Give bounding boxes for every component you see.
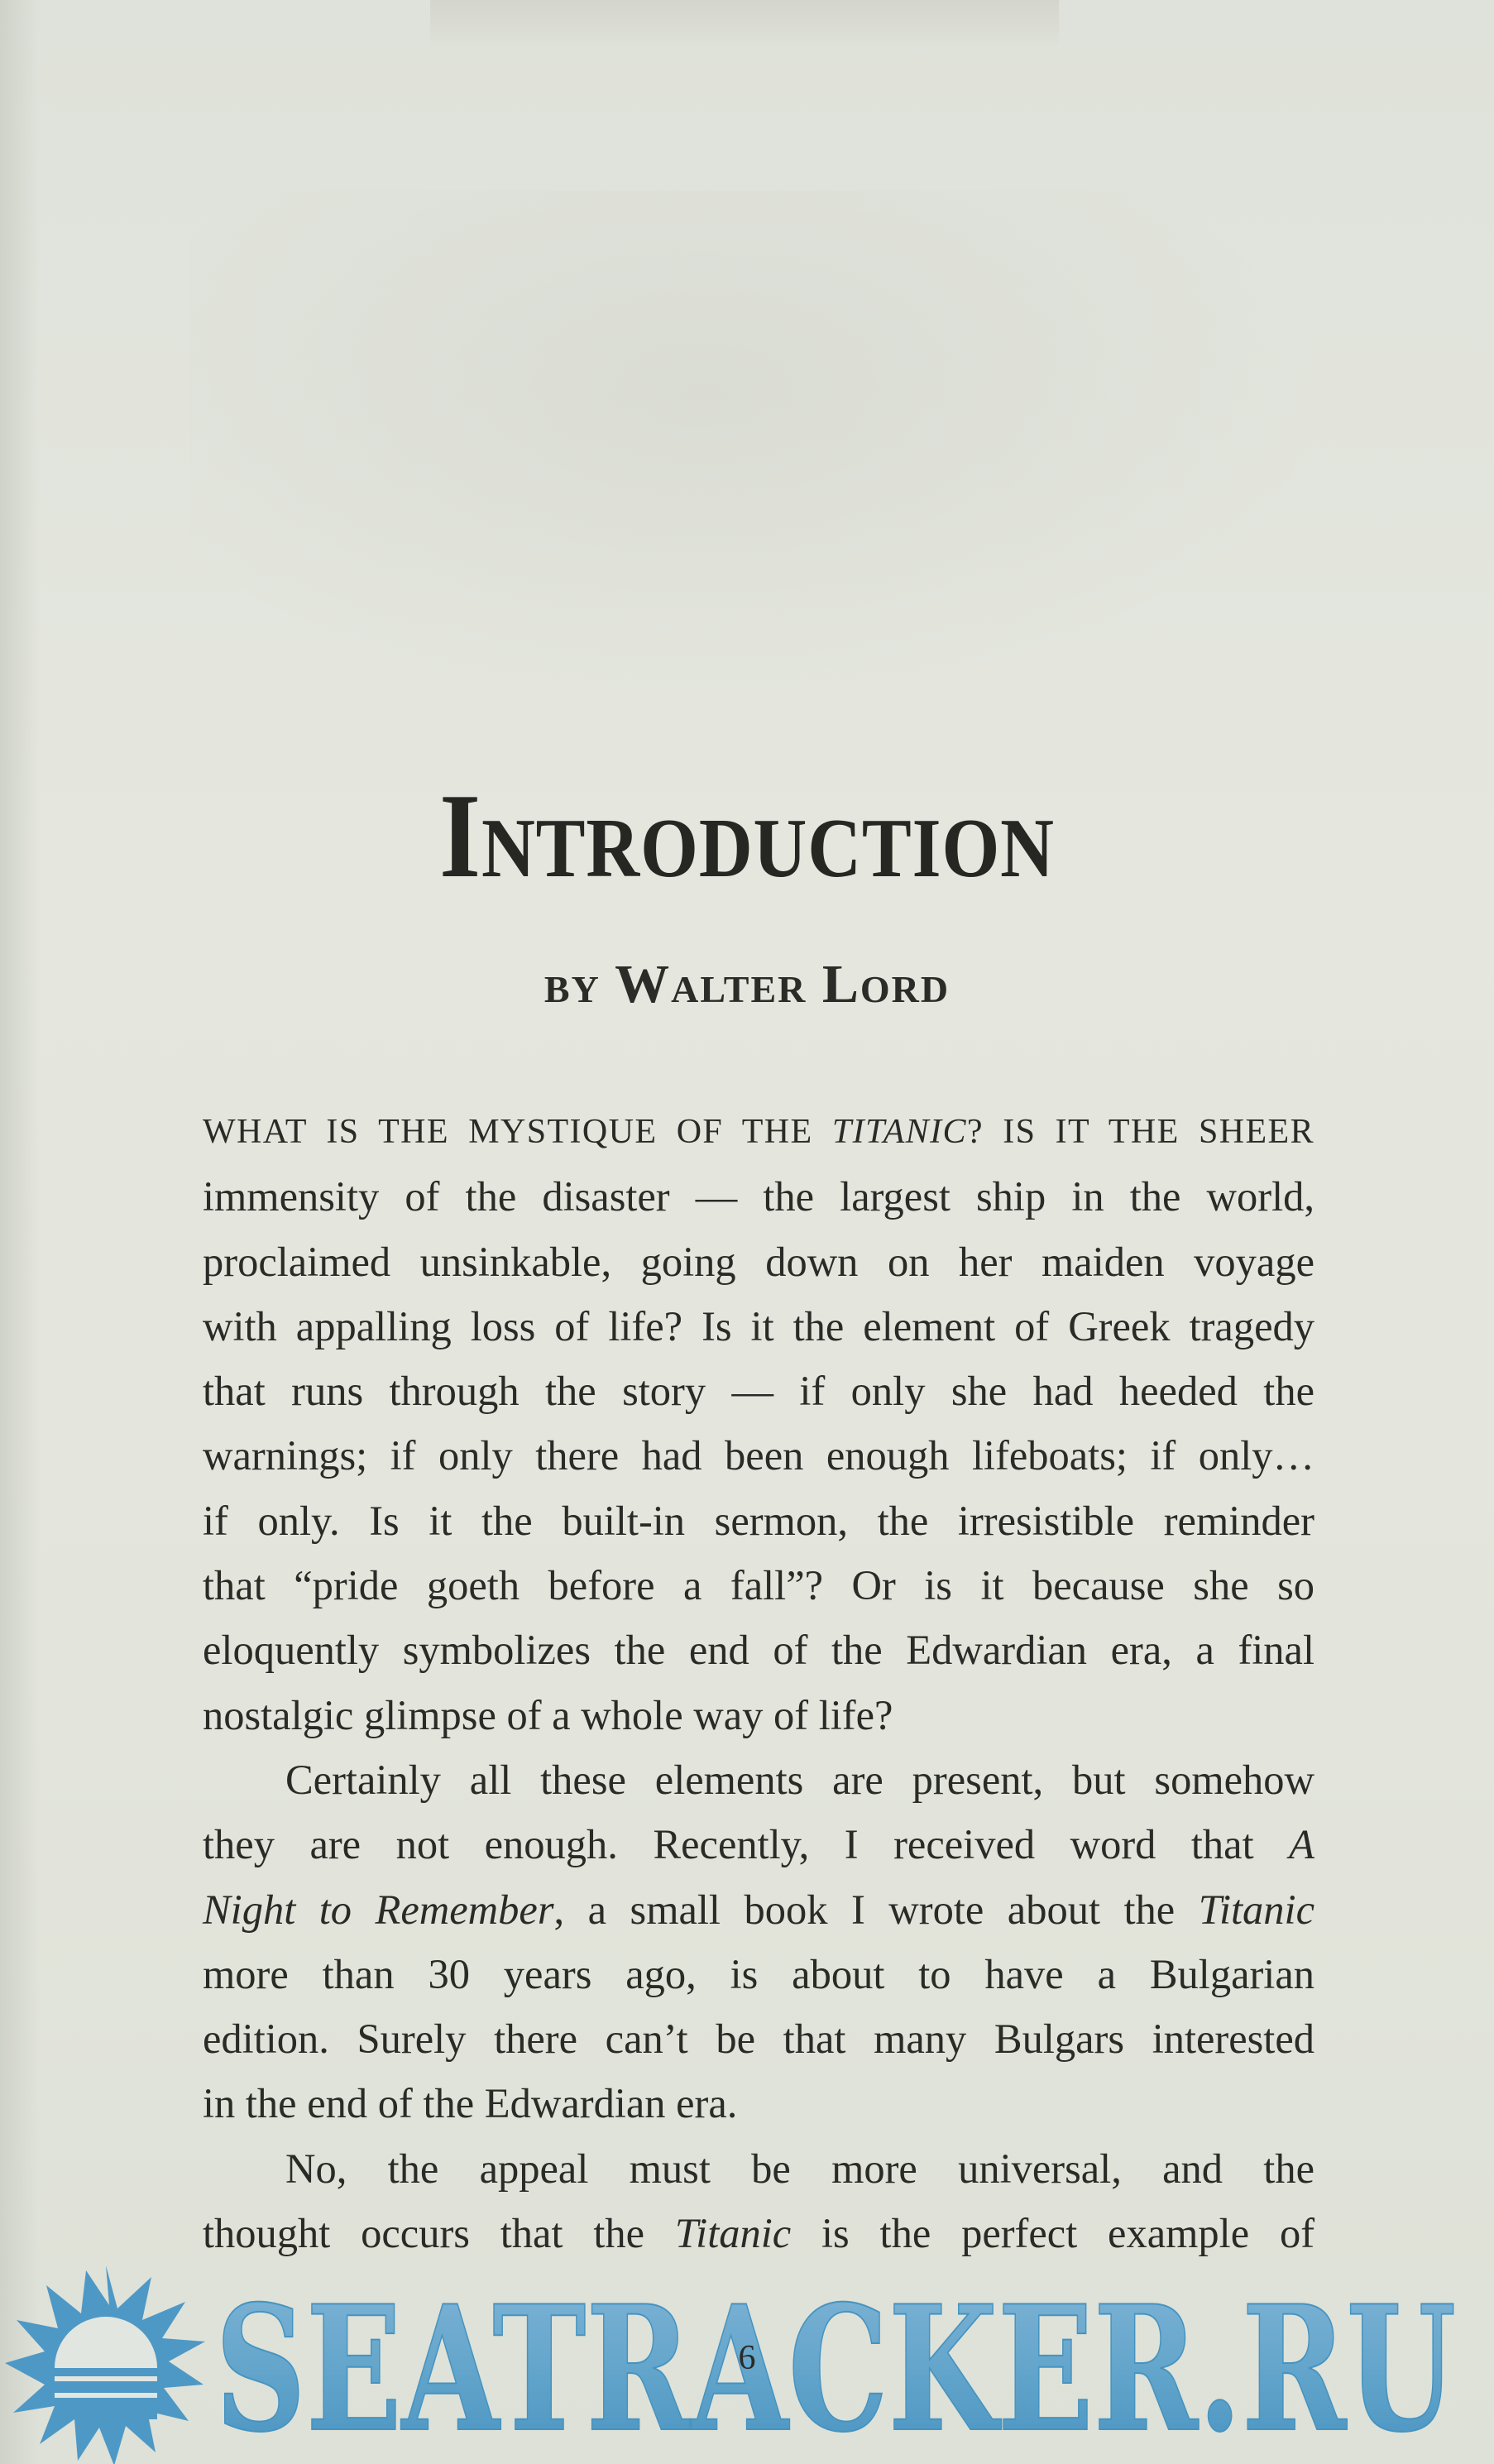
page-number: 6	[738, 2339, 756, 2377]
page-edge-shadow	[0, 0, 40, 2464]
lead-in-caps: ? IS IT THE SHEER	[966, 1113, 1314, 1151]
paragraph-2	[203, 1747, 1314, 2136]
text-line: Certainly all these elements are present, but somehow	[285, 1756, 1314, 1803]
text-line: with appalling loss of life? Is it the element of Greek tragedy	[203, 1302, 1314, 1349]
text-line: proclaimed unsinkable, going down on her maiden voyage	[203, 1238, 1314, 1285]
bleed-through-ghost	[190, 190, 1332, 703]
italic-book-title: Night to Remember	[203, 1886, 554, 1933]
text-line: immensity of the disaster — the largest ship in the world,	[203, 1173, 1314, 1220]
text-line	[203, 1812, 1314, 1877]
chapter-byline: by Walter Lord	[543, 954, 951, 1014]
italic-book-title: A	[1289, 1821, 1314, 1868]
text-run: , a small book I wrote about the	[553, 1886, 1199, 1933]
text-line: more than 30 years ago, is about to have a Bulgarian	[203, 1950, 1314, 1997]
body-text	[203, 1096, 1314, 2265]
paragraph-1	[203, 1096, 1314, 1747]
text-line: nostalgic glimpse of a whole way of life?	[203, 1691, 893, 1738]
text-run: they are not enough. Recently, I received word that	[203, 1821, 1290, 1868]
text-line: if only. Is it the built-in sermon, the irresistible reminder	[203, 1497, 1314, 1544]
scan-smudge	[430, 0, 1059, 50]
italic-ship-name: Titanic	[674, 2210, 792, 2257]
watermark-text: SEATRACKER.RU	[215, 2269, 1456, 2464]
text-run: is the perfect example of	[791, 2210, 1315, 2257]
text-line: edition. Surely there can’t be that many Bulgars interested	[203, 2016, 1314, 2063]
text-line: that “pride goeth before a fall”? Or is it because she so	[203, 1562, 1314, 1609]
italic-ship-name: TITANIC	[831, 1113, 967, 1151]
text-line: in the end of the Edwardian era.	[203, 2080, 738, 2127]
text-line: eloquently symbolizes the end of the Edwardian era, a final	[203, 1627, 1314, 1674]
text-line: warnings; if only there had been enough lifeboats; if only…	[203, 1432, 1314, 1479]
text-line	[203, 1096, 1314, 1164]
lead-in-caps: WHAT IS THE MYSTIQUE OF THE	[203, 1113, 832, 1151]
text-line: that runs through the story — if only she had heeded the	[203, 1368, 1314, 1415]
chapter-title: Introduction	[439, 769, 1055, 903]
text-line: No, the appeal must be more universal, and the	[285, 2145, 1314, 2192]
text-run: thought occurs that the	[203, 2210, 675, 2257]
text-line	[203, 1877, 1314, 1942]
italic-ship-name: Titanic	[1198, 1886, 1314, 1933]
